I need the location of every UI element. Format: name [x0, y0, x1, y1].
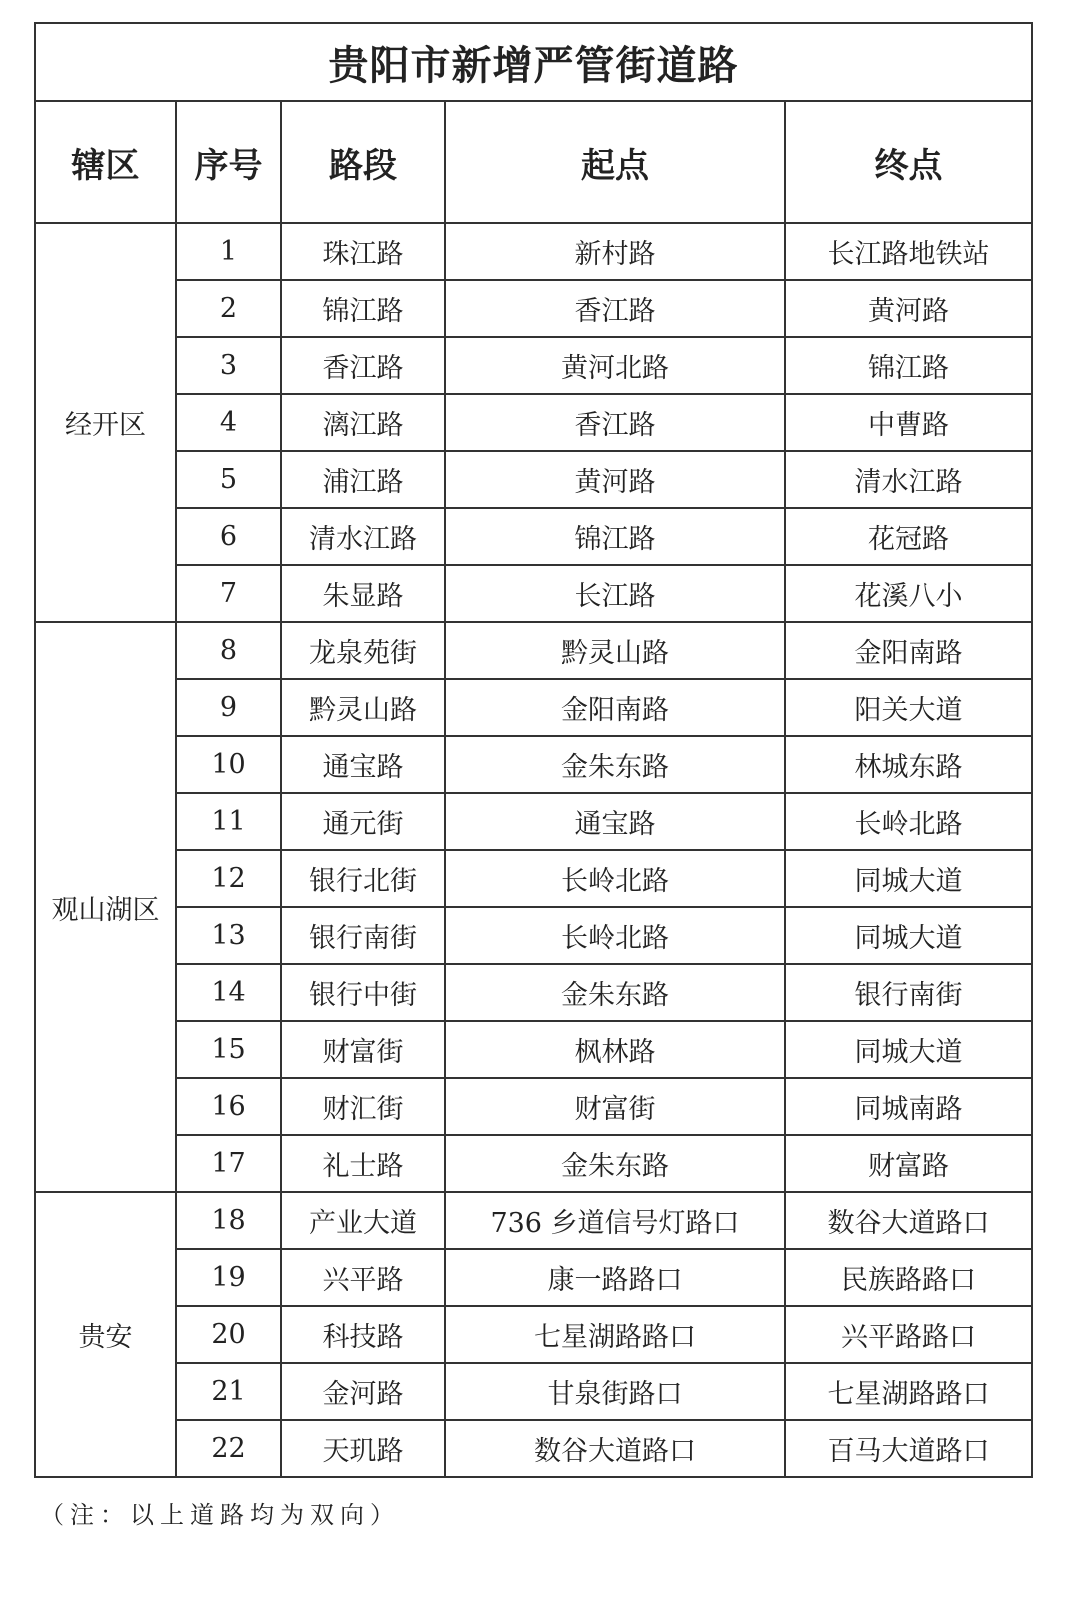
table-row	[35, 337, 1032, 394]
road-cell: 锦江路	[281, 280, 445, 337]
header-row	[35, 101, 1032, 223]
end-cell: 阳关大道	[785, 679, 1032, 736]
start-cell: 锦江路	[445, 508, 785, 565]
table-row	[35, 1021, 1032, 1078]
start-cell: 康一路路口	[445, 1249, 785, 1306]
end-cell: 清水江路	[785, 451, 1032, 508]
start-cell: 黄河路	[445, 451, 785, 508]
road-cell: 天玑路	[281, 1420, 445, 1477]
table-row	[35, 850, 1032, 907]
road-cell: 通宝路	[281, 736, 445, 793]
start-cell: 长江路	[445, 565, 785, 622]
end-cell: 同城大道	[785, 850, 1032, 907]
table-row	[35, 679, 1032, 736]
header-number: 序号	[176, 101, 281, 223]
header-start: 起点	[445, 101, 785, 223]
start-cell: 香江路	[445, 280, 785, 337]
road-cell: 礼士路	[281, 1135, 445, 1192]
number-cell: 16	[176, 1078, 281, 1135]
end-cell: 锦江路	[785, 337, 1032, 394]
header-road: 路段	[281, 101, 445, 223]
start-cell: 黄河北路	[445, 337, 785, 394]
road-cell: 银行中街	[281, 964, 445, 1021]
road-cell: 财富街	[281, 1021, 445, 1078]
table-row	[35, 907, 1032, 964]
road-cell: 浦江路	[281, 451, 445, 508]
district-cell: 贵安	[35, 1192, 176, 1477]
number-cell: 12	[176, 850, 281, 907]
number-cell: 7	[176, 565, 281, 622]
table-row	[35, 622, 1032, 679]
end-cell: 中曹路	[785, 394, 1032, 451]
table-row	[35, 736, 1032, 793]
start-cell: 长岭北路	[445, 850, 785, 907]
footnote: （注：以上道路均为双向）	[40, 1501, 400, 1529]
start-cell: 财富街	[445, 1078, 785, 1135]
end-cell: 兴平路路口	[785, 1306, 1032, 1363]
roads-table-wrapper	[34, 22, 1031, 1478]
table-row	[35, 793, 1032, 850]
end-cell: 花溪八小	[785, 565, 1032, 622]
number-cell: 17	[176, 1135, 281, 1192]
table-row	[35, 964, 1032, 1021]
start-cell: 长岭北路	[445, 907, 785, 964]
table-row	[35, 1306, 1032, 1363]
road-cell: 银行南街	[281, 907, 445, 964]
number-cell: 20	[176, 1306, 281, 1363]
end-cell: 财富路	[785, 1135, 1032, 1192]
table-row	[35, 1192, 1032, 1249]
table-row	[35, 451, 1032, 508]
number-cell: 8	[176, 622, 281, 679]
district-cell: 经开区	[35, 223, 176, 622]
number-cell: 3	[176, 337, 281, 394]
number-cell: 22	[176, 1420, 281, 1477]
start-cell: 736 乡道信号灯路口	[445, 1192, 785, 1249]
table-title: 贵阳市新增严管街道路	[35, 23, 1032, 101]
number-cell: 18	[176, 1192, 281, 1249]
road-cell: 科技路	[281, 1306, 445, 1363]
end-cell: 银行南街	[785, 964, 1032, 1021]
road-cell: 银行北街	[281, 850, 445, 907]
end-cell: 长岭北路	[785, 793, 1032, 850]
number-cell: 19	[176, 1249, 281, 1306]
end-cell: 金阳南路	[785, 622, 1032, 679]
road-cell: 龙泉苑街	[281, 622, 445, 679]
number-cell: 2	[176, 280, 281, 337]
end-cell: 七星湖路路口	[785, 1363, 1032, 1420]
end-cell: 同城大道	[785, 907, 1032, 964]
road-cell: 黔灵山路	[281, 679, 445, 736]
start-cell: 香江路	[445, 394, 785, 451]
roads-table	[34, 22, 1033, 1478]
table-row	[35, 508, 1032, 565]
start-cell: 通宝路	[445, 793, 785, 850]
number-cell: 9	[176, 679, 281, 736]
road-cell: 通元街	[281, 793, 445, 850]
number-cell: 21	[176, 1363, 281, 1420]
number-cell: 6	[176, 508, 281, 565]
number-cell: 13	[176, 907, 281, 964]
end-cell: 花冠路	[785, 508, 1032, 565]
district-cell: 观山湖区	[35, 622, 176, 1192]
start-cell: 枫林路	[445, 1021, 785, 1078]
table-body	[35, 223, 1032, 1477]
end-cell: 百马大道路口	[785, 1420, 1032, 1477]
road-cell: 漓江路	[281, 394, 445, 451]
table-row	[35, 394, 1032, 451]
table-row	[35, 1135, 1032, 1192]
road-cell: 香江路	[281, 337, 445, 394]
table-row	[35, 280, 1032, 337]
road-cell: 珠江路	[281, 223, 445, 280]
start-cell: 数谷大道路口	[445, 1420, 785, 1477]
end-cell: 长江路地铁站	[785, 223, 1032, 280]
road-cell: 朱显路	[281, 565, 445, 622]
table-row	[35, 565, 1032, 622]
start-cell: 金朱东路	[445, 736, 785, 793]
table-row	[35, 1363, 1032, 1420]
header-district: 辖区	[35, 101, 176, 223]
end-cell: 林城东路	[785, 736, 1032, 793]
road-cell: 兴平路	[281, 1249, 445, 1306]
table-row	[35, 1420, 1032, 1477]
number-cell: 11	[176, 793, 281, 850]
number-cell: 1	[176, 223, 281, 280]
end-cell: 同城南路	[785, 1078, 1032, 1135]
start-cell: 新村路	[445, 223, 785, 280]
road-cell: 财汇街	[281, 1078, 445, 1135]
end-cell: 同城大道	[785, 1021, 1032, 1078]
table-row	[35, 223, 1032, 280]
number-cell: 15	[176, 1021, 281, 1078]
table-row	[35, 1249, 1032, 1306]
road-cell: 金河路	[281, 1363, 445, 1420]
start-cell: 黔灵山路	[445, 622, 785, 679]
number-cell: 4	[176, 394, 281, 451]
road-cell: 清水江路	[281, 508, 445, 565]
start-cell: 金阳南路	[445, 679, 785, 736]
number-cell: 14	[176, 964, 281, 1021]
table-row	[35, 1078, 1032, 1135]
start-cell: 金朱东路	[445, 964, 785, 1021]
start-cell: 甘泉街路口	[445, 1363, 785, 1420]
end-cell: 黄河路	[785, 280, 1032, 337]
number-cell: 10	[176, 736, 281, 793]
end-cell: 数谷大道路口	[785, 1192, 1032, 1249]
start-cell: 七星湖路路口	[445, 1306, 785, 1363]
road-cell: 产业大道	[281, 1192, 445, 1249]
end-cell: 民族路路口	[785, 1249, 1032, 1306]
number-cell: 5	[176, 451, 281, 508]
header-end: 终点	[785, 101, 1032, 223]
start-cell: 金朱东路	[445, 1135, 785, 1192]
